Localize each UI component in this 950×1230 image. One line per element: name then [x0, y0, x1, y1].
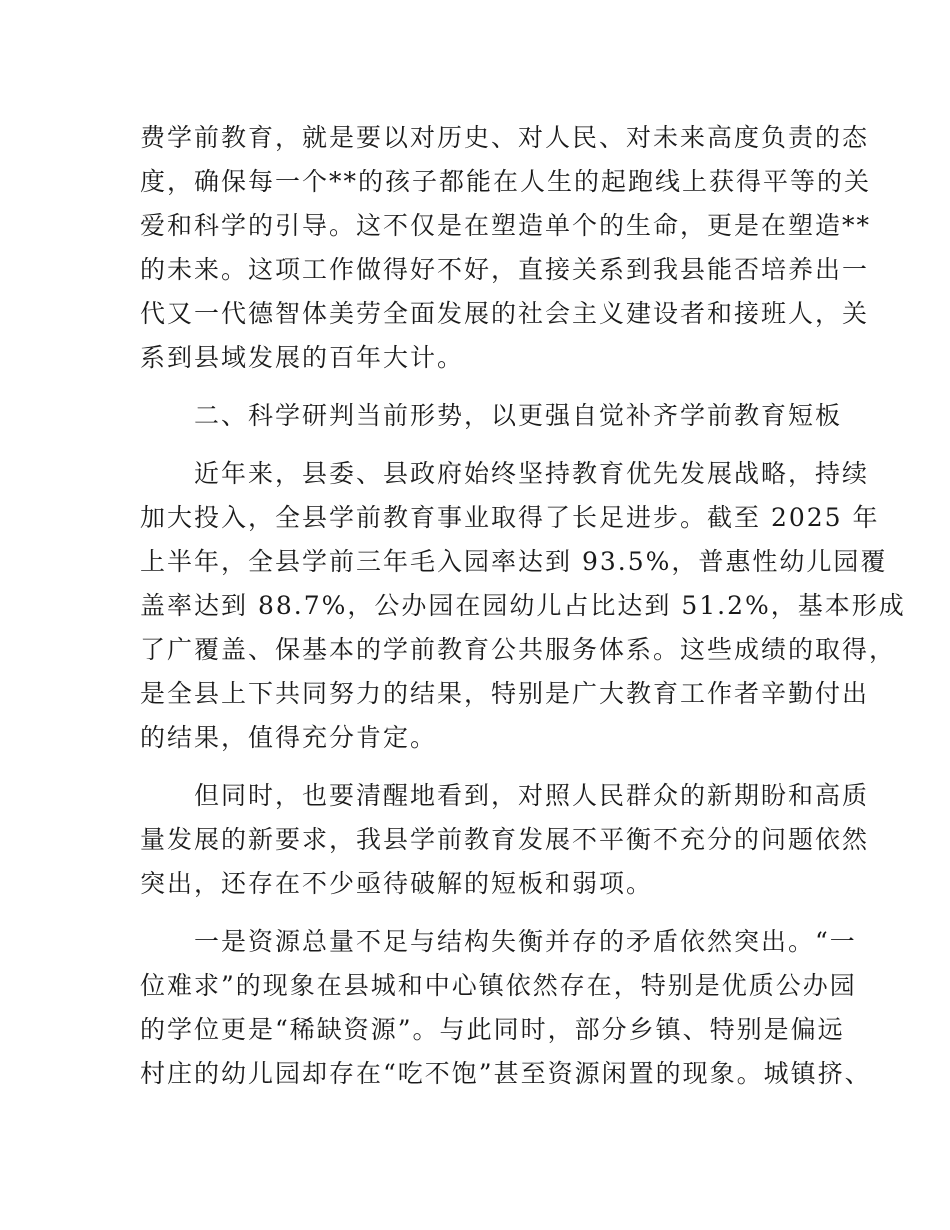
text-line: 度，确保每一个**的孩子都能在人生的起跑线上获得平等的关 [140, 167, 872, 196]
paragraph-5 [140, 920, 872, 1096]
text-line: 近年来，县委、县政府始终坚持教育优先发展战略，持续 [140, 459, 870, 488]
text-line: 代又一代德智体美劳全面发展的社会主义建设者和接班人，关 [140, 299, 870, 328]
text-line: 上半年，全县学前三年毛入园率达到 93.5%，普惠性幼儿园覆 [140, 547, 888, 576]
text-line: 盖率达到 88.7%，公办园在园幼儿占比达到 51.2%，基本形成 [140, 591, 906, 620]
text-line: 系到县域发展的百年大计。 [140, 343, 465, 372]
text-line: 加大投入，全县学前教育事业取得了长足进步。截至 2025 年 [140, 503, 880, 532]
text-line: 是全县上下共同努力的结果，特别是广大教育工作者辛勤付出 [140, 679, 870, 708]
text-line: 的未来。这项工作做得好不好，直接关系到我县能否培养出一 [140, 255, 870, 284]
text-line: 爱和科学的引导。这不仅是在塑造单个的生命，更是在塑造** [140, 211, 872, 240]
document-body [140, 116, 906, 1096]
section-heading [140, 394, 843, 438]
paragraph-1 [140, 116, 872, 380]
text-line: 的学位更是“稀缺资源”。与此同时，部分乡镇、特别是偏远 [140, 1015, 845, 1044]
text-line: 费学前教育，就是要以对历史、对人民、对未来高度负责的态 [140, 123, 870, 152]
heading-line: 二、科学研判当前形势，以更强自觉补齐学前教育短板 [140, 401, 843, 430]
text-line: 但同时，也要清醒地看到，对照人民群众的新期盼和高质 [140, 781, 870, 810]
text-line: 量发展的新要求，我县学前教育发展不平衡不充分的问题依然 [140, 825, 870, 854]
text-line: 一是资源总量不足与结构失衡并存的矛盾依然突出。“一 [140, 927, 857, 956]
text-line: 的结果，值得充分肯定。 [140, 723, 438, 752]
paragraph-3 [140, 452, 906, 760]
text-line: 村庄的幼儿园却存在“吃不饱”甚至资源闲置的现象。城镇挤、 [140, 1059, 872, 1088]
text-line: 了广覆盖、保基本的学前教育公共服务体系。这些成绩的取得， [140, 635, 897, 664]
text-line: 位难求”的现象在县城和中心镇依然存在，特别是优质公办园 [140, 971, 857, 1000]
text-line: 突出，还存在不少亟待破解的短板和弱项。 [140, 869, 654, 898]
paragraph-4 [140, 774, 870, 906]
